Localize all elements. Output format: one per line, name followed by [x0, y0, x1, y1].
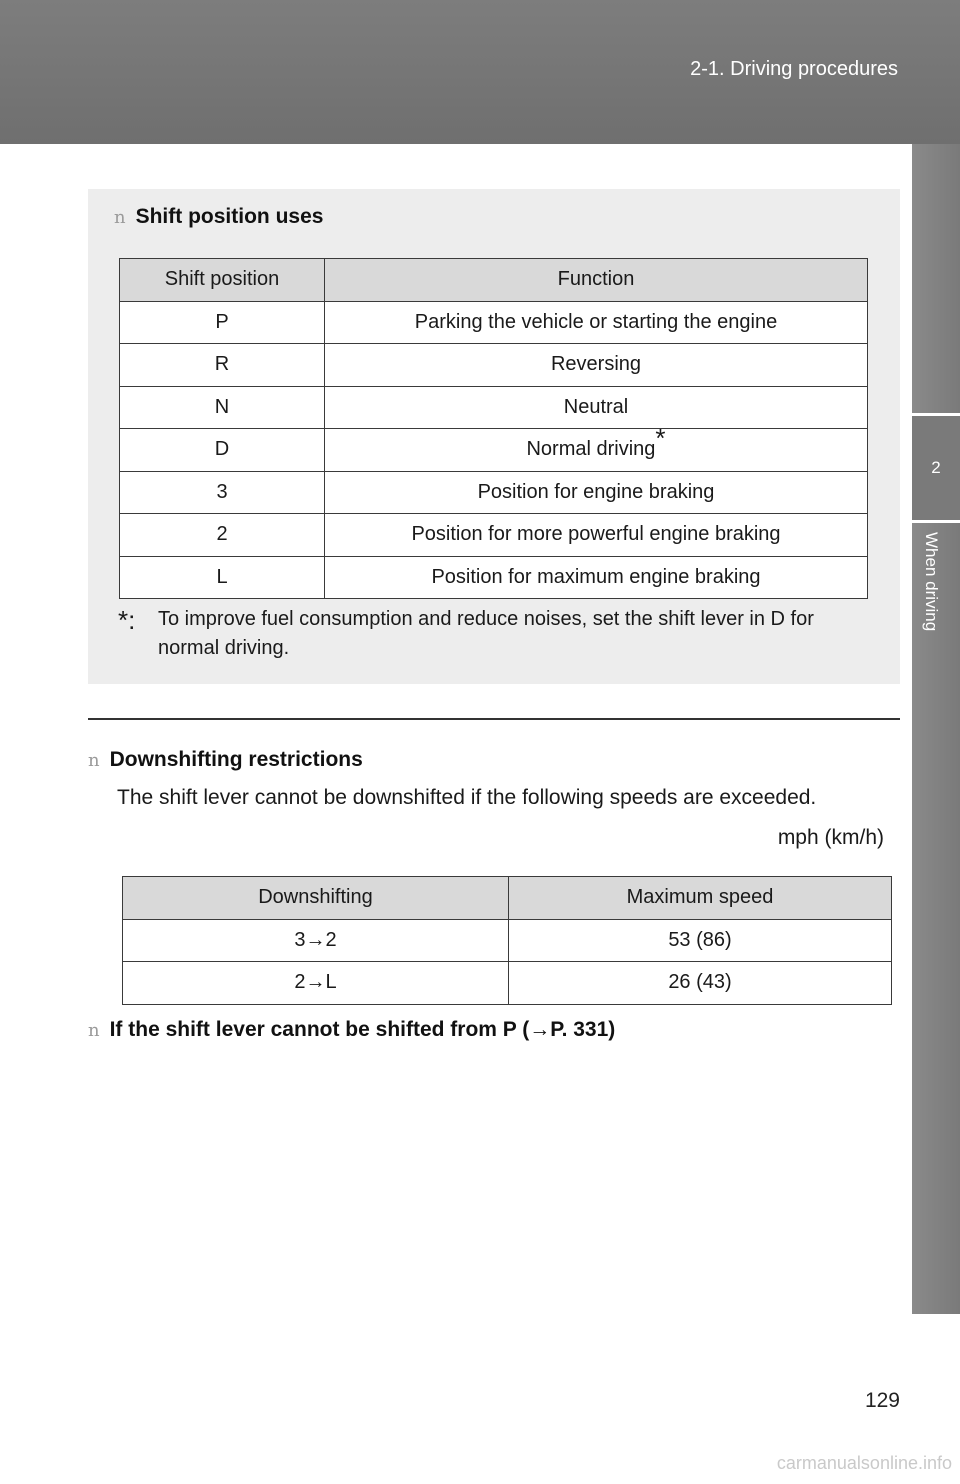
chapter-side-tab — [912, 144, 960, 1314]
table-row — [120, 301, 868, 344]
section-divider — [88, 718, 900, 720]
function-cell — [325, 423, 868, 472]
downshift-cell: 3→2 — [123, 919, 509, 962]
footnote-marker: * — [655, 423, 666, 454]
table-header-row — [120, 259, 868, 302]
function-text: Normal driving — [526, 438, 656, 461]
shift-position-table — [119, 258, 868, 599]
function-cell: Position for more powerful engine braking — [325, 514, 868, 557]
shift-position-cell: P — [120, 301, 325, 344]
column-header: Downshifting — [123, 877, 509, 920]
shift-position-cell: R — [120, 344, 325, 387]
heading-text: If the shift lever cannot be shifted from P (→P. 331) — [109, 1018, 616, 1041]
table-row — [120, 556, 868, 599]
shift-position-cell: L — [120, 556, 325, 599]
downshift-description: The shift lever cannot be downshifted if the following speeds are exceeded. — [117, 786, 817, 809]
watermark: carmanualsonline.info — [776, 1453, 952, 1473]
header-title: 2-1. Driving procedures — [690, 58, 898, 80]
function-cell: Position for engine braking — [325, 471, 868, 514]
function-cell: Neutral — [325, 386, 868, 429]
shift-from-p-heading — [88, 1018, 615, 1042]
table-row — [123, 919, 892, 962]
shift-position-cell: N — [120, 386, 325, 429]
table-row — [120, 471, 868, 514]
bullet-icon: n — [88, 750, 100, 771]
page-number: 129 — [864, 1389, 900, 1412]
side-tab-number: 2 — [912, 413, 960, 523]
shift-position-cell: 2 — [120, 514, 325, 557]
shift-position-cell: 3 — [120, 471, 325, 514]
table-header-row — [123, 877, 892, 920]
shift-position-heading — [114, 205, 323, 229]
bullet-icon: n — [88, 1020, 100, 1041]
function-cell: Position for maximum engine braking — [325, 556, 868, 599]
table-row — [123, 962, 892, 1005]
footnote — [118, 605, 878, 659]
table-row — [120, 429, 868, 472]
max-speed-cell: 53 (86) — [509, 919, 892, 962]
shift-position-cell: D — [120, 429, 325, 472]
max-speed-cell: 26 (43) — [509, 962, 892, 1005]
function-cell: Reversing — [325, 344, 868, 387]
downshift-heading — [88, 748, 363, 772]
table-row — [120, 344, 868, 387]
heading-text: Downshifting restrictions — [109, 748, 363, 771]
column-header: Function — [325, 259, 868, 302]
footnote-text: To improve fuel consumption and reduce noises, set the shift lever in D for normal driving. — [158, 608, 814, 659]
column-header: Maximum speed — [509, 877, 892, 920]
column-header: Shift position — [120, 259, 325, 302]
heading-text: Shift position uses — [135, 205, 324, 228]
table-row — [120, 386, 868, 429]
function-cell: Parking the vehicle or starting the engine — [325, 301, 868, 344]
downshift-cell: 2→L — [123, 962, 509, 1005]
side-tab-label: When driving — [922, 532, 941, 632]
downshift-table — [122, 876, 892, 1005]
page-header — [0, 0, 960, 144]
footnote-marker: *: — [118, 605, 136, 635]
speed-unit-label: mph (km/h) — [777, 826, 884, 849]
table-row — [120, 514, 868, 557]
bullet-icon: n — [114, 207, 126, 228]
